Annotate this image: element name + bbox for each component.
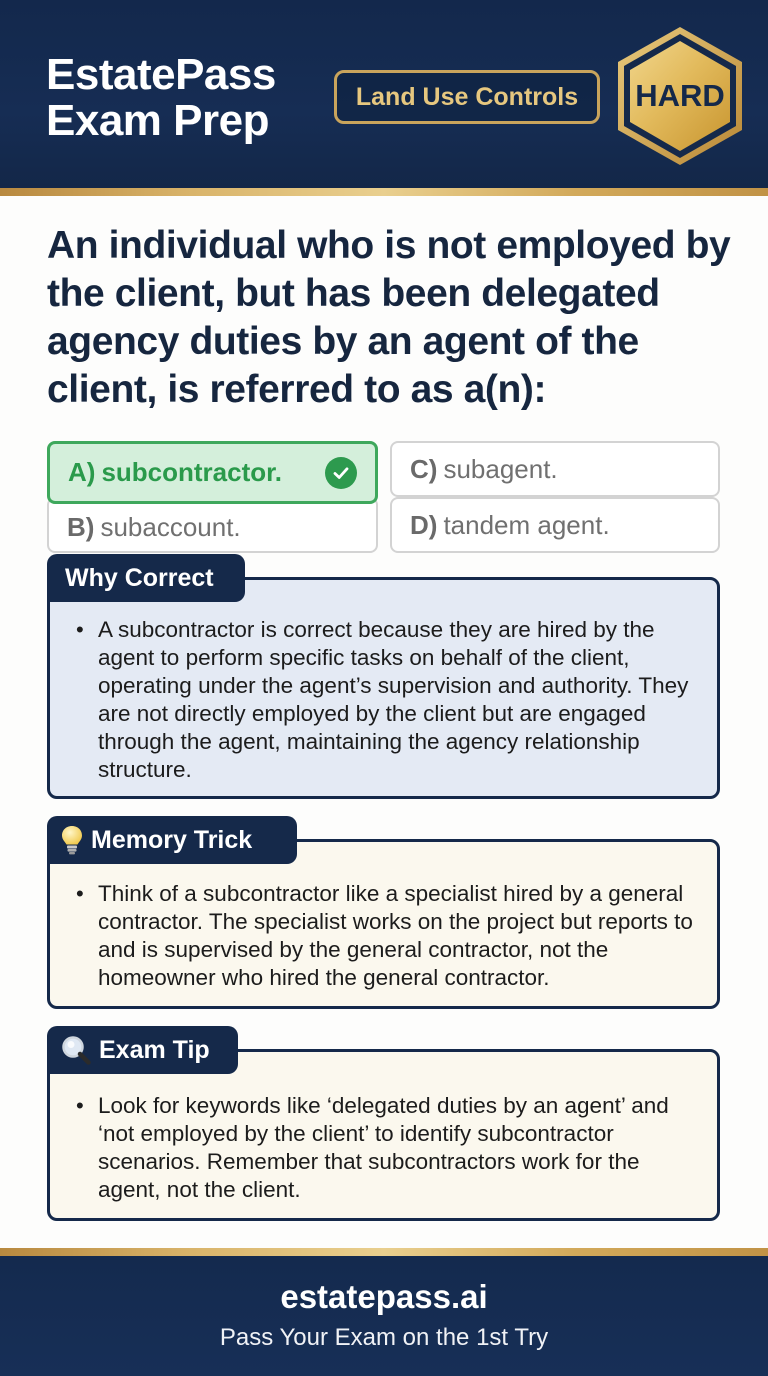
why-correct-tab [47, 554, 245, 602]
memory-trick-title: Memory Trick [91, 825, 253, 854]
bullet-icon: • [76, 881, 84, 906]
category-badge: Land Use Controls [334, 70, 600, 124]
option-b[interactable] [47, 497, 378, 553]
footer-divider [0, 1248, 768, 1256]
memory-trick-card [47, 839, 720, 1009]
footer [0, 1256, 768, 1376]
why-correct-title: Why Correct [65, 563, 214, 592]
option-d[interactable] [390, 497, 720, 553]
exam-tip-body [76, 1092, 705, 1204]
footer-tagline: Pass Your Exam on the 1st Try [219, 1324, 549, 1351]
difficulty-label: HARD [635, 78, 725, 113]
footer-site-link[interactable]: estatepass.ai [280, 1278, 488, 1315]
brand-line-1: EstatePass [46, 50, 276, 99]
why-correct-text: A subcontractor is correct because they are hired by the agent to perform specific tasks on behalf of the client, operating under the agent’s supervision and authority. They are not directly employed by the client but are engaged through the agent, maintaining the agency relationship structure. [98, 617, 689, 782]
why-correct-card [47, 577, 720, 799]
why-correct-body [76, 616, 705, 784]
header [0, 0, 768, 188]
exam-tip-title: Exam Tip [99, 1035, 210, 1064]
brand-title [46, 52, 276, 144]
brand-line-2: Exam Prep [46, 96, 269, 145]
option-letter: D) [410, 509, 438, 540]
option-letter: B) [67, 511, 95, 542]
memory-trick-text: Think of a subcontractor like a specialist hired by a general contractor. The specialist works on the project but reports to and is supervised by the general contractor, not the homeowner who hired the general contractor. [98, 881, 693, 990]
memory-trick-tab [47, 816, 297, 864]
question-text: An individual who is not employed by the client, but has been delegated agency duties by an agent of the client, is referred to as a(n): [47, 224, 731, 411]
bullet-icon: • [76, 1093, 84, 1118]
header-divider [0, 188, 768, 196]
option-letter: C) [410, 453, 438, 484]
option-text: subaccount. [100, 511, 241, 542]
exam-tip-card [47, 1049, 720, 1221]
magnifier-icon [61, 1035, 91, 1065]
option-text: subcontractor. [101, 457, 283, 487]
bullet-icon: • [76, 617, 84, 642]
check-circle-icon [325, 457, 357, 489]
option-c[interactable] [390, 441, 720, 497]
memory-trick-body [76, 880, 705, 992]
difficulty-badge [614, 24, 746, 168]
lightbulb-icon [61, 825, 83, 855]
option-text: subagent. [443, 453, 558, 484]
option-letter: A) [68, 457, 96, 487]
option-a[interactable] [47, 441, 378, 504]
exam-tip-text: Look for keywords like ‘delegated duties by an agent’ and ‘not employed by the client’ to identify subcontractor scenarios. Remember that subcontractors work for the agent, not the client. [98, 1093, 669, 1202]
option-text: tandem agent. [443, 509, 610, 540]
exam-tip-tab [47, 1026, 238, 1074]
